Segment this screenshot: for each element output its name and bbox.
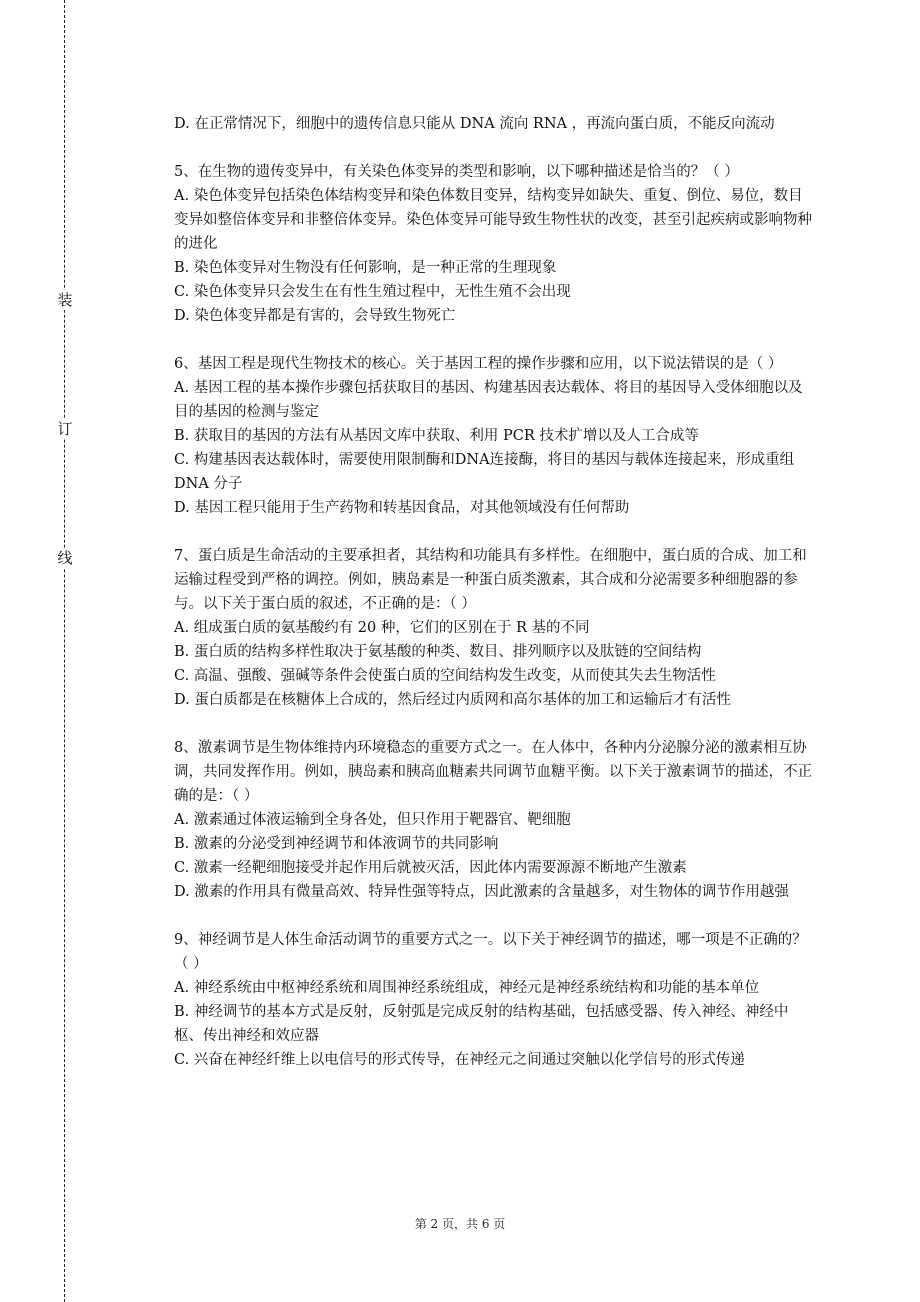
- option-b: B. 蛋白质的结构多样性取决于氨基酸的种类、数目、排列顺序以及肽链的空间结构: [174, 644, 702, 660]
- question-block-8: [174, 736, 816, 904]
- question-stem: 7、蛋白质是生命活动的主要承担者，其结构和功能具有多样性。在细胞中，蛋白质的合成、加工和运输过程受到严格的调控。例如，胰岛素是一种蛋白质类激素，其合成和分泌需要多种细胞器的参与。以下关于蛋白质的叙述，不正确的是：（ ）: [174, 548, 807, 612]
- exam-content: [174, 112, 816, 1096]
- question-block-9: [174, 928, 816, 1072]
- question-block-4-continued: [174, 112, 816, 136]
- question-stem: 9、神经调节是人体生命活动调节的重要方式之一。以下关于神经调节的描述，哪一项是不正确的？（ ）: [174, 932, 807, 972]
- option-d: D. 激素的作用具有微量高效、特异性强等特点，因此激素的含量越多，对生物体的调节作用越强: [174, 884, 789, 900]
- option-c: C. 染色体变异只会发生在有性生殖过程中，无性生殖不会出现: [174, 284, 571, 300]
- option-b: B. 激素的分泌受到神经调节和体液调节的共同影响: [174, 836, 499, 852]
- question-stem: 5、在生物的遗传变异中，有关染色体变异的类型和影响，以下哪种描述是恰当的？（ ）: [174, 164, 739, 180]
- option-c: C. 激素一经靶细胞接受并起作用后就被灭活，因此体内需要源源不断地产生激素: [174, 860, 687, 876]
- option-c: C. 兴奋在神经纤维上以电信号的形式传导，在神经元之间通过突触以化学信号的形式传递: [174, 1052, 745, 1068]
- question-stem: 6、基因工程是现代生物技术的核心。关于基因工程的操作步骤和应用，以下说法错误的是（ ）: [174, 356, 783, 372]
- option-a: A. 激素通过体液运输到全身各处，但只作用于靶器官、靶细胞: [174, 812, 571, 828]
- question-block-6: [174, 352, 816, 520]
- binding-dashed-line: [64, 0, 65, 1302]
- option-a: A. 染色体变异包括染色体结构变异和染色体数目变异，结构变异如缺失、重复、倒位、易位，数目变异如整倍体变异和非整倍体变异。染色体变异可能导致生物性状的改变，甚至引起疾病或影响物种的进化: [174, 188, 812, 252]
- binding-mark-xian: 线: [57, 549, 73, 567]
- option-a: A. 组成蛋白质的氨基酸约有 20 种，它们的区别在于 R 基的不同: [174, 620, 590, 636]
- question-block-5: [174, 160, 816, 328]
- option-c: C. 构建基因表达载体时，需要使用限制酶和DNA连接酶，将目的基因与载体连接起来，形成重组 DNA 分子: [174, 452, 795, 492]
- option-b: B. 获取目的基因的方法有从基因文库中获取、利用 PCR 技术扩增以及人工合成等: [174, 428, 699, 444]
- option-b: B. 染色体变异对生物没有任何影响，是一种正常的生理现象: [174, 260, 557, 276]
- option-a: A. 基因工程的基本操作步骤包括获取目的基因、构建基因表达载体、将目的基因导入受体细胞以及目的基因的检测与鉴定: [174, 380, 803, 420]
- option-a: A. 神经系统由中枢神经系统和周围神经系统组成，神经元是神经系统结构和功能的基本单位: [174, 980, 760, 996]
- option-b: B. 神经调节的基本方式是反射，反射弧是完成反射的结构基础，包括感受器、传入神经、神经中枢、传出神经和效应器: [174, 1004, 789, 1044]
- option-d: D. 在正常情况下，细胞中的遗传信息只能从 DNA 流向 RNA ，再流向蛋白质，不能反向流动: [174, 116, 775, 132]
- option-d: D. 基因工程只能用于生产药物和转基因食品，对其他领域没有任何帮助: [174, 500, 630, 516]
- binding-mark-ding: 订: [57, 420, 73, 438]
- option-c: C. 高温、强酸、强碱等条件会使蛋白质的空间结构发生改变，从而使其失去生物活性: [174, 668, 716, 684]
- question-stem: 8、激素调节是生物体维持内环境稳态的重要方式之一。在人体中，各种内分泌腺分泌的激素相互协调，共同发挥作用。例如，胰岛素和胰高血糖素共同调节血糖平衡。以下关于激素调节的描述，不正确的是：（ ）: [174, 740, 812, 804]
- option-d: D. 染色体变异都是有害的，会导致生物死亡: [174, 308, 456, 324]
- question-block-7: [174, 544, 816, 712]
- binding-mark-zhuang: 装: [57, 291, 73, 309]
- option-d: D. 蛋白质都是在核糖体上合成的，然后经过内质网和高尔基体的加工和运输后才有活性: [174, 692, 731, 708]
- page-footer: 第 2 页，共 6 页: [414, 1217, 506, 1231]
